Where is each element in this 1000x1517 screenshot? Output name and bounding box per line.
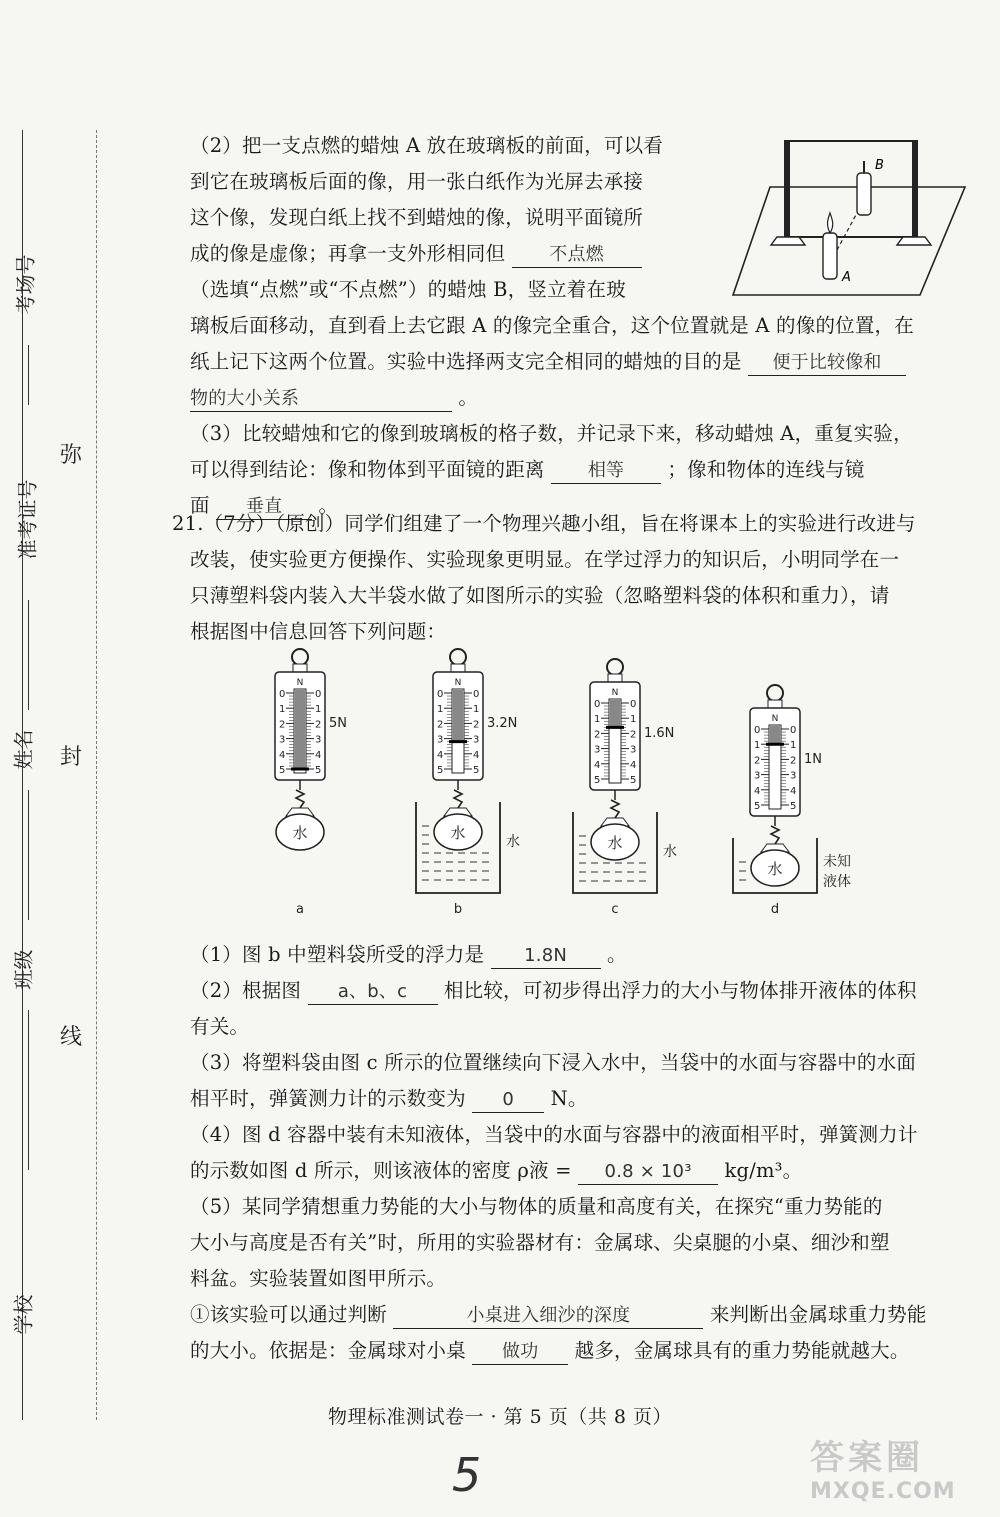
q21-sub3-line2 — [190, 1081, 970, 1117]
q20-p2-line5: （选填“点燃”或“不点燃”）的蜡烛 B，竖立着在玻 — [190, 278, 626, 301]
q20-text: 可以得到结论：像和物体到平面镜的距离 — [190, 458, 545, 481]
liquid-label: 液体 — [823, 874, 851, 890]
q21-answer-1: 1.8N — [491, 944, 601, 969]
q20-p2-line3: 这个像，发现白纸上找不到蜡烛的像，说明平面镜所 — [190, 206, 644, 229]
tick-label-right: 5 — [473, 765, 480, 776]
flame-a — [828, 213, 833, 233]
bag-label: 水 — [607, 834, 623, 852]
hook — [771, 826, 779, 844]
tick-label-right: 1 — [630, 714, 637, 726]
tick-label-left: 2 — [437, 719, 444, 731]
q21-line4: 根据图中信息回答下列问题： — [190, 620, 447, 643]
class-label: 班级 — [11, 949, 36, 990]
q20-answer-1: 不点燃 — [512, 243, 642, 268]
tick-label-left: 3 — [754, 770, 761, 782]
tick-label-left: 1 — [594, 714, 601, 726]
page-footer: 物理标准测试卷一 · 第 5 页（共 8 页） — [328, 1406, 672, 1428]
tick-label-right: 4 — [790, 785, 797, 797]
balance-ring — [292, 649, 308, 665]
hook — [611, 800, 619, 818]
q20-text: 纸上记下这两个位置。实验中选择两支完全相同的蜡烛的目的是 — [190, 350, 742, 373]
bag-label: 水 — [450, 824, 466, 842]
liquid-label: 水 — [506, 834, 520, 850]
tick-label-right: 1 — [473, 704, 480, 716]
q21-answer-6: 做功 — [472, 1340, 568, 1365]
balance-reading: 5N — [329, 716, 347, 731]
watermark — [810, 1430, 990, 1515]
tick-label-right: 1 — [790, 740, 797, 752]
label-b: B — [875, 158, 884, 173]
tick-label-left: 2 — [594, 729, 601, 741]
tick-label-right: 0 — [473, 689, 480, 700]
tick-label-right: 0 — [630, 699, 637, 710]
tick-label-left: 2 — [754, 755, 761, 767]
balance-top-clip — [608, 674, 622, 682]
tick-label-right: 2 — [315, 719, 322, 731]
q20-p3-line2 — [190, 452, 970, 488]
name-blank — [28, 790, 29, 920]
q20-answer-2b: 物的大小关系 — [190, 387, 452, 412]
margin-rule — [22, 130, 23, 1420]
candle-b — [857, 173, 871, 215]
tick-label-left: 4 — [279, 749, 286, 761]
tick-label-left: 0 — [279, 689, 286, 700]
q20-p2-line1: （2）把一支点燃的蜡烛 A 放在玻璃板的前面，可以看 — [190, 134, 664, 157]
q21-text: 来判断出金属球重力势能 — [709, 1303, 927, 1326]
q21-line3: 只薄塑料袋内装入大半袋水做了如图所示的实验（忽略塑料袋的体积和重力），请 — [190, 584, 890, 607]
seal-line — [96, 130, 97, 1420]
figure-label: b — [453, 902, 463, 917]
spring-fill — [770, 726, 780, 744]
tick-label-left: 3 — [437, 734, 444, 746]
spring-balance-figures — [250, 645, 860, 920]
q21-sub2-line2: 有关。 — [190, 1015, 250, 1038]
balance-top-clip — [451, 664, 465, 672]
q21-text: （1）图 b 中塑料袋所受的浮力是 — [190, 943, 485, 966]
tick-label-right: 0 — [315, 689, 322, 700]
tick-label-right: 3 — [790, 770, 797, 782]
name-label: 姓名 — [11, 729, 36, 770]
seal-char-xian: 线 — [60, 1025, 83, 1050]
q21-sub5-line5 — [190, 1333, 970, 1369]
ticket-no-label: 准考证号 — [15, 479, 40, 560]
q20-text: 。 — [458, 386, 479, 409]
seal-char-mi: 弥 — [60, 443, 83, 468]
spring-fill — [295, 690, 305, 769]
tick-label-right: 5 — [630, 775, 637, 786]
tick-label-right: 5 — [790, 801, 797, 812]
q20-answer-3: 相等 — [551, 459, 661, 484]
tick-label-right: 4 — [473, 749, 480, 761]
figure-label: d — [770, 902, 780, 917]
q21-text: 的示数如图 d 所示，则该液体的密度 ρ液 = — [190, 1159, 572, 1182]
tick-label-left: 3 — [594, 744, 601, 756]
q21-answer-4: 0.8 × 10³ — [578, 1160, 718, 1185]
figure-label: a — [296, 902, 304, 917]
tick-label-left: 0 — [754, 725, 761, 736]
seal-char-feng: 封 — [60, 745, 83, 770]
tick-label-left: 0 — [594, 699, 601, 710]
stand-right — [897, 237, 931, 245]
q21-text: 。 — [607, 943, 627, 966]
balance-ring — [450, 649, 466, 665]
q21-line2: 改装，使实验更方便操作、实验现象更明显。在学过浮力的知识后，小明同学在一 — [190, 548, 900, 571]
tick-label-right: 3 — [315, 734, 322, 746]
balance-reading: 1N — [804, 752, 822, 767]
balance-reading: 1.6N — [644, 726, 675, 741]
q21-sub5-line2: 大小与高度是否有关”时，所用的实验器材有：金属球、尖桌腿的小桌、细沙和塑 — [190, 1231, 890, 1254]
stand-left — [771, 237, 805, 245]
figure-label: c — [611, 902, 619, 917]
exam-room-blank — [28, 345, 29, 405]
watermark-bottom: MXQE.COM — [810, 1479, 956, 1504]
exam-room-label: 考场号 — [13, 254, 38, 315]
tick-label-right: 3 — [630, 744, 637, 756]
q20-p2-line6: 璃板后面移动，直到看上去它跟 A 的像完全重合，这个位置就是 A 的像的位置，在 — [190, 314, 914, 337]
glass-plate — [785, 141, 917, 237]
handwritten-page-number: 5 — [452, 1448, 482, 1502]
hook — [296, 790, 304, 808]
q21-sub3: （3）将塑料袋由图 c 所示的位置继续向下浸入水中，当袋中的水面与容器中的水面 — [190, 1051, 917, 1074]
q21-sub2 — [190, 973, 970, 1009]
tick-label-left: 5 — [594, 775, 601, 786]
bag-label: 水 — [292, 824, 308, 842]
tick-label-left: 4 — [437, 749, 444, 761]
q21-text: ①该实验可以通过判断 — [190, 1303, 388, 1326]
tick-label-right: 2 — [473, 719, 480, 731]
q20-answer-2a: 便于比较像和 — [748, 351, 906, 376]
tick-label-right: 3 — [473, 734, 480, 746]
q20-p2-line2: 到它在玻璃板后面的像，用一张白纸作为光屏去承接 — [190, 170, 644, 193]
balance-top-clip — [293, 664, 307, 672]
tick-label-right: 5 — [315, 765, 322, 776]
spring-fill — [610, 700, 620, 727]
q20-answer-4: 垂直 — [216, 495, 312, 520]
tick-label-left: 0 — [437, 689, 444, 700]
tick-label-left: 5 — [754, 801, 761, 812]
tick-label-left: 1 — [754, 740, 761, 752]
balance-unit: N — [611, 688, 619, 698]
q20-text: 成的像是虚像；再拿一支外形相同但 — [190, 242, 506, 265]
q21-answer-3: 0 — [472, 1088, 544, 1113]
q20-text: 面 — [190, 494, 210, 517]
balance-unit: N — [454, 678, 462, 688]
tick-label-right: 2 — [790, 755, 797, 767]
balance-ring — [767, 685, 783, 701]
tick-label-left: 2 — [279, 719, 286, 731]
balance-reading: 3.2N — [487, 716, 518, 731]
liquid-label: 水 — [663, 844, 677, 860]
q21-sub4-line2 — [190, 1153, 970, 1189]
tick-label-left: 4 — [594, 759, 601, 771]
tick-label-right: 4 — [315, 749, 322, 761]
tick-label-right: 1 — [315, 704, 322, 716]
q20-text: ；像和物体的连线与镜 — [667, 458, 865, 481]
q21-line1: 21.（7分）（原创）同学们组建了一个物理兴趣小组，旨在将课本上的实验进行改进与 — [172, 512, 916, 535]
watermark-top: 答案圈 — [810, 1438, 924, 1478]
tick-label-left: 5 — [437, 765, 444, 776]
candle-a — [823, 233, 837, 279]
tick-label-left: 3 — [279, 734, 286, 746]
balance-unit: N — [771, 714, 779, 724]
q20-p3-line1: （3）比较蜡烛和它的像到玻璃板的格子数，并记录下来，移动蜡烛 A，重复实验， — [190, 422, 913, 445]
label-a: A — [842, 270, 851, 285]
ticket-no-blank — [28, 600, 29, 710]
q20-p2-line7 — [190, 344, 970, 380]
q21-text: 相比较，可初步得出浮力的大小与物体排开液体的体积 — [443, 979, 917, 1002]
tick-label-right: 2 — [630, 729, 637, 741]
tick-label-left: 5 — [279, 765, 286, 776]
q21-sub5-line3: 料盆。实验装置如图甲所示。 — [190, 1267, 447, 1290]
q21-text: （2）根据图 — [190, 979, 302, 1002]
school-label: 学校 — [11, 1294, 36, 1335]
balance-unit: N — [296, 678, 304, 688]
q21-text: 越多，金属球具有的重力势能就越大。 — [574, 1339, 910, 1362]
tick-label-left: 1 — [279, 704, 286, 716]
q21-text: kg/m³。 — [724, 1159, 803, 1182]
q21-text: 相平时，弹簧测力计的示数变为 — [190, 1087, 466, 1110]
q21-sub4: （4）图 d 容器中装有未知液体，当袋中的水面与容器中的液面相平时，弹簧测力计 — [190, 1123, 918, 1146]
q20-p2-line8 — [190, 380, 970, 416]
bag-label: 水 — [767, 860, 783, 878]
q21-answer-5: 小桌进入细沙的深度 — [393, 1304, 703, 1329]
tick-label-right: 4 — [630, 759, 637, 771]
hook — [454, 790, 462, 808]
class-blank — [28, 1010, 29, 1170]
spring-fill — [453, 690, 463, 742]
q21-sub5: （5）某同学猜想重力势能的大小与物体的质量和高度有关，在探究“重力势能的 — [190, 1195, 883, 1218]
q21-sub5-line4 — [190, 1297, 970, 1333]
tick-label-left: 1 — [437, 704, 444, 716]
q21-text: N。 — [550, 1087, 588, 1110]
q21-answer-2: a、b、c — [308, 980, 438, 1005]
balance-ring — [607, 659, 623, 675]
tick-label-right: 0 — [790, 725, 797, 736]
balance-top-clip — [768, 700, 782, 708]
tick-label-left: 4 — [754, 785, 761, 797]
q21-text: 的大小。依据是：金属球对小桌 — [190, 1339, 466, 1362]
liquid-label: 未知 — [823, 854, 851, 870]
connecting-line — [837, 213, 857, 250]
plane-mirror-figure — [725, 135, 975, 305]
q21-sub1 — [190, 937, 970, 973]
q20-text: 。 — [318, 494, 339, 517]
